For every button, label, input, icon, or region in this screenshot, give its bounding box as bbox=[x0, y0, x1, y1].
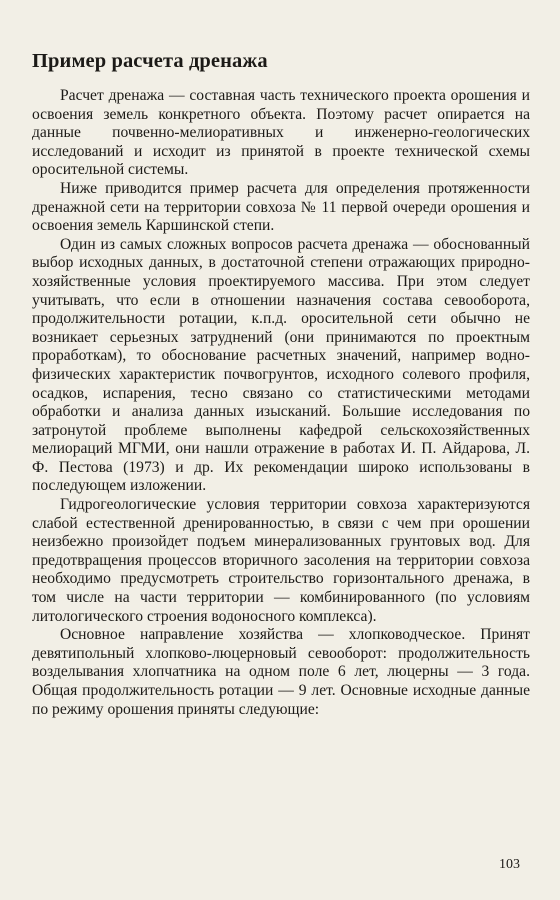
page-number: 103 bbox=[499, 857, 520, 872]
paragraph-2: Ниже приводится пример расчета для определения протяженности дренажной сети на территории совхоза № 11 первой очереди орошения и освоения земель Каршинской степи. bbox=[32, 179, 530, 235]
section-heading: Пример расчета дренажа bbox=[32, 50, 268, 72]
paragraph-1: Расчет дренажа — составная часть технического проекта орошения и освоения земель конкретного объекта. Поэтому расчет опирается на данные почвенно-мелиоративных и инженерно-геологических исследований и исходит из принятой в проекте технической схемы оросительной системы. bbox=[32, 87, 530, 179]
paragraph-5: Основное направление хозяйства — хлопководческое. Принят девятипольный хлопково-люцерновый севооборот: продолжительность возделывания хлопчатника на одном поле 6 лет, люцерны — 3 года. Общая продолжительность ротации — 9 лет. Основные исходные данные по режиму орошения приняты следующие: bbox=[32, 626, 530, 718]
paragraph-3: Один из самых сложных вопросов расчета дренажа — обоснованный выбор исходных данных, в достаточной степени отражающих природно-хозяйственные условия проектируемого массива. При этом следует учитывать, что если в отношении назначения состава севооборота, продолжительности ротации, к.п.д. оросительной сети обычно не возникает серьезных затруднений (они принимаются по проектным проработкам), то обоснование расчетных значений, например водно-физических характеристик почвогрунтов, исходного солевого профиля, осадков, испарения, тесно связано со статистическими методами обработки и анализа данных изысканий. Большие исследования по затронутой проблеме выполнены кафедрой сельскохозяйственных мелиораций МГМИ, они нашли отражение в работах И. П. Айдарова, Л. Ф. Пестова (1973) и др. Их рекомендации широко использованы в последующем изложении. bbox=[32, 235, 530, 495]
paragraph-4: Гидрогеологические условия территории совхоза характеризуются слабой естественной дренированностью, в связи с чем при орошении неизбежно произойдет подъем минерализованных грунтовых вод. Для предотвращения процессов вторичного засоления на территории совхоза необходимо предусмотреть строительство горизонтального дренажа, в том числе на части территории — комбинированного (по условиям литологического строения водоносного комплекса). bbox=[32, 496, 530, 625]
